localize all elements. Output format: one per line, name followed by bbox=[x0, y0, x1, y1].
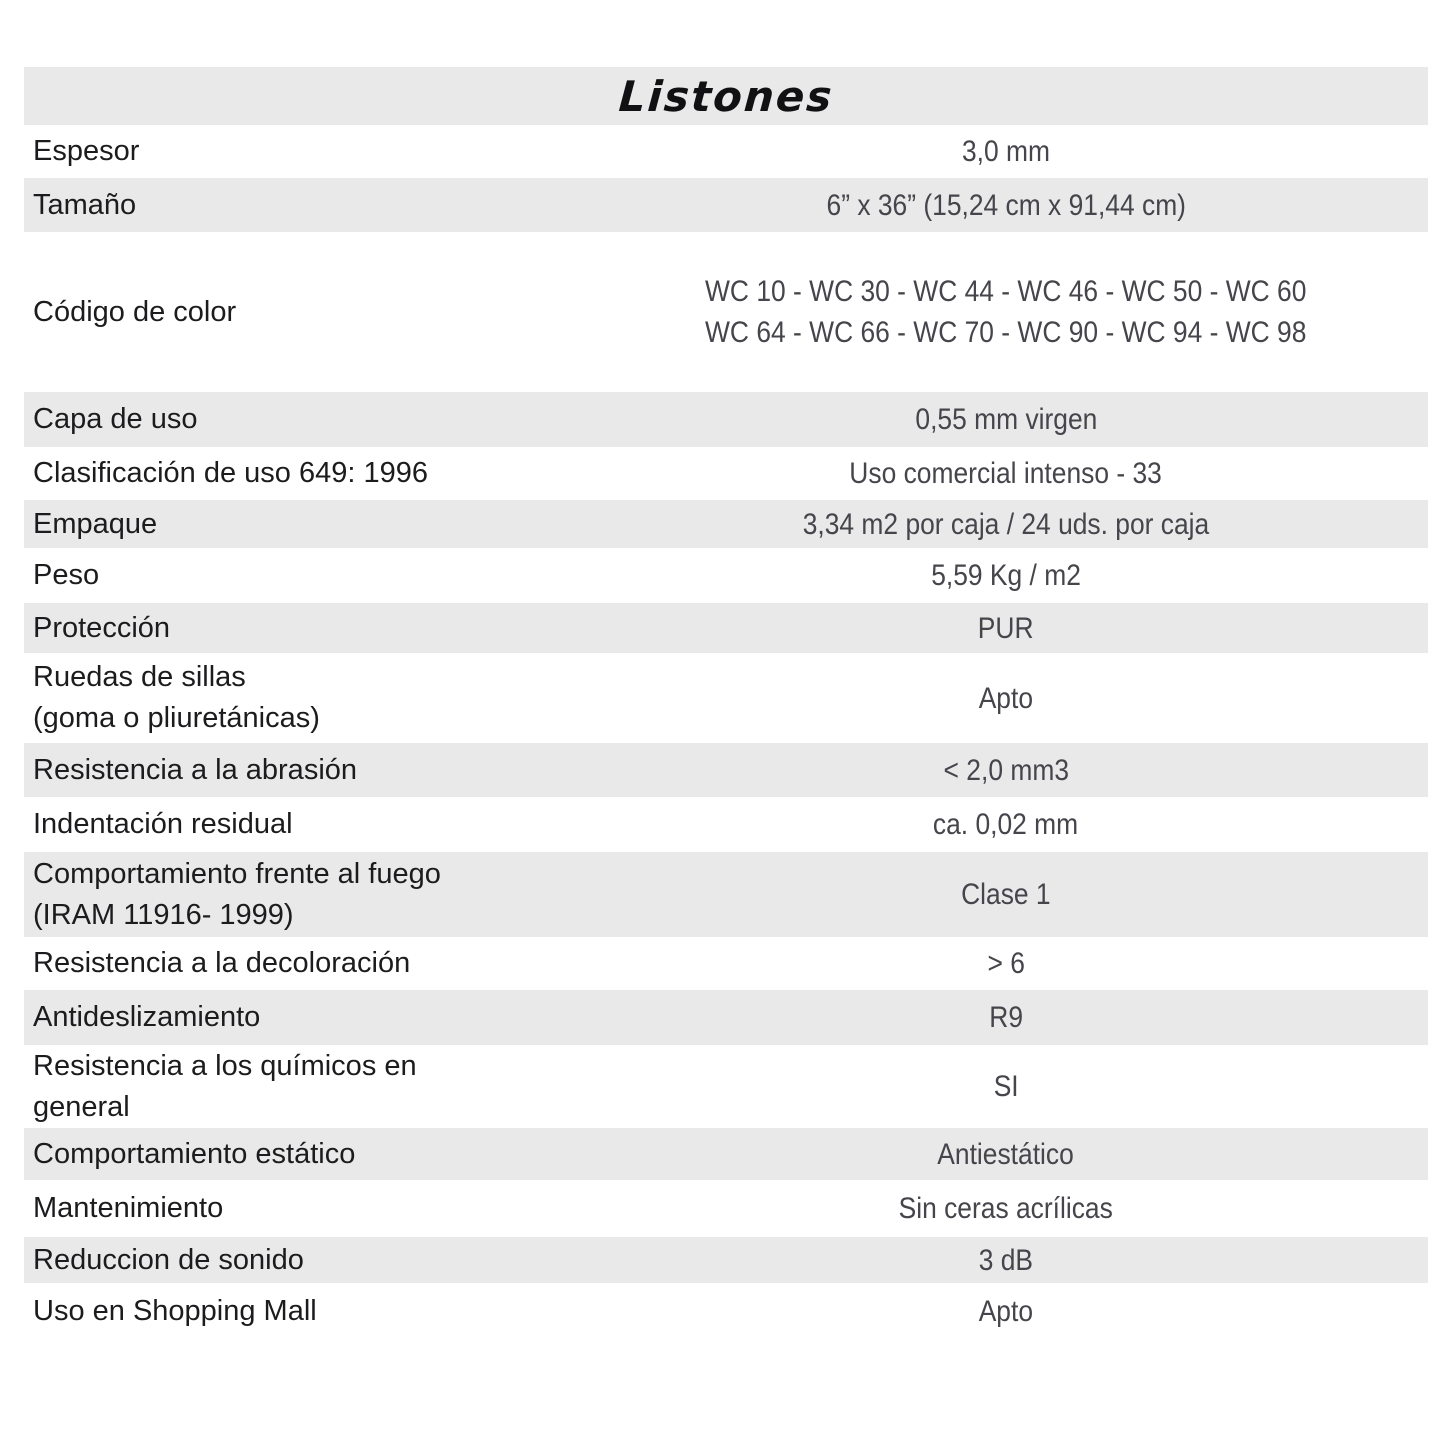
row-clasificacion-de-uso bbox=[24, 447, 1428, 500]
spec-label bbox=[24, 500, 584, 548]
spec-value bbox=[584, 1237, 1428, 1283]
spec-label-text: Ruedas de sillas bbox=[33, 661, 246, 693]
table-title: Listones bbox=[617, 71, 835, 121]
spec-value-text: 3,0 mm bbox=[961, 135, 1051, 168]
spec-value bbox=[584, 797, 1428, 852]
spec-value bbox=[584, 937, 1428, 990]
row-indentacion-residual bbox=[24, 797, 1428, 852]
spec-label-text-2: general bbox=[33, 1090, 130, 1123]
spec-label-text: Resistencia a la abrasión bbox=[33, 753, 358, 786]
row-comportamiento-estatico bbox=[24, 1128, 1428, 1180]
spec-value bbox=[584, 178, 1428, 232]
spec-value-text: Antiestático bbox=[937, 1137, 1075, 1171]
spec-label bbox=[24, 990, 584, 1045]
spec-value-text: Apto bbox=[978, 681, 1034, 715]
spec-value bbox=[584, 125, 1428, 178]
spec-label bbox=[24, 852, 584, 937]
spec-label-text: Protección bbox=[33, 611, 171, 644]
spec-value-text: PUR bbox=[978, 611, 1034, 645]
row-resistencia-decoloracion bbox=[24, 937, 1428, 990]
row-antideslizamiento bbox=[24, 990, 1428, 1045]
spec-label bbox=[24, 178, 584, 232]
spec-value-text: R9 bbox=[989, 1001, 1023, 1034]
spec-value-text: 6” x 36” (15,24 cm x 91,44 cm) bbox=[826, 188, 1186, 222]
row-resistencia-abrasion bbox=[24, 743, 1428, 797]
row-uso-shopping-mall bbox=[24, 1283, 1428, 1340]
spec-value-text: Sin ceras acrílicas bbox=[898, 1192, 1114, 1225]
row-espesor bbox=[24, 125, 1428, 178]
spec-label-text: Mantenimiento bbox=[33, 1192, 224, 1224]
spec-value bbox=[584, 653, 1428, 743]
row-tamano bbox=[24, 178, 1428, 232]
row-capa-de-uso bbox=[24, 392, 1428, 447]
spec-value-text: > 6 bbox=[987, 947, 1025, 980]
spec-label bbox=[24, 392, 584, 447]
spec-label-text: Empaque bbox=[33, 507, 158, 540]
spec-label bbox=[24, 603, 584, 653]
spec-label-text: Tamaño bbox=[33, 188, 137, 221]
spec-label-text: Código de color bbox=[33, 295, 237, 328]
spec-label bbox=[24, 125, 584, 178]
spec-label-text: Capa de uso bbox=[33, 403, 198, 435]
spec-value bbox=[584, 447, 1428, 500]
spec-value-text: Clase 1 bbox=[961, 878, 1051, 911]
spec-value-text: Apto bbox=[978, 1295, 1034, 1328]
spec-value bbox=[584, 1180, 1428, 1237]
row-comportamiento-fuego bbox=[24, 852, 1428, 937]
spec-label bbox=[24, 1283, 584, 1340]
spec-label bbox=[24, 1128, 584, 1180]
spec-value-text: Uso comercial intenso - 33 bbox=[849, 457, 1163, 490]
spec-label-text: Comportamiento frente al fuego bbox=[33, 857, 441, 890]
spec-label bbox=[24, 1045, 584, 1128]
row-proteccion bbox=[24, 603, 1428, 653]
spec-label-text: Antideslizamiento bbox=[33, 1001, 261, 1033]
spec-label-text: Indentación residual bbox=[33, 808, 293, 840]
spec-value bbox=[584, 852, 1428, 937]
spec-label bbox=[24, 1237, 584, 1283]
row-resistencia-quimicos bbox=[24, 1045, 1428, 1128]
spec-label bbox=[24, 1180, 584, 1237]
spec-value-text: 5,59 Kg / m2 bbox=[931, 559, 1081, 592]
spec-value bbox=[584, 990, 1428, 1045]
spec-label-text: Uso en Shopping Mall bbox=[33, 1295, 317, 1327]
spec-label-text: Peso bbox=[33, 559, 100, 591]
spec-value-text: SI bbox=[993, 1070, 1019, 1103]
spec-label bbox=[24, 548, 584, 603]
spec-label-text: Comportamiento estático bbox=[33, 1137, 356, 1170]
spec-label-text: Espesor bbox=[33, 135, 140, 167]
spec-label bbox=[24, 653, 584, 743]
row-peso bbox=[24, 548, 1428, 603]
spec-label bbox=[24, 743, 584, 797]
spec-value bbox=[584, 1128, 1428, 1180]
spec-label bbox=[24, 937, 584, 990]
spec-value-text: 3 dB bbox=[978, 1243, 1034, 1277]
spec-label-text: Reduccion de sonido bbox=[33, 1243, 304, 1276]
row-empaque bbox=[24, 500, 1428, 548]
spec-value-text: < 2,0 mm3 bbox=[943, 753, 1069, 787]
spec-value bbox=[584, 392, 1428, 447]
spec-value bbox=[584, 500, 1428, 548]
spec-value-text: 3,34 m2 por caja / 24 uds. por caja bbox=[802, 507, 1210, 541]
spec-label-text-2: (IRAM 11916- 1999) bbox=[33, 898, 294, 931]
spec-label-text: Clasificación de uso 649: 1996 bbox=[33, 457, 428, 489]
spec-value-text-2: WC 64 - WC 66 - WC 70 - WC 90 - WC 94 - WC 98 bbox=[705, 316, 1307, 349]
spec-value bbox=[584, 1283, 1428, 1340]
spec-label bbox=[24, 797, 584, 852]
spec-value bbox=[584, 603, 1428, 653]
spec-label bbox=[24, 447, 584, 500]
row-codigo-de-color bbox=[24, 232, 1428, 392]
spec-value bbox=[584, 1045, 1428, 1128]
spec-value bbox=[584, 232, 1428, 392]
spec-value-text: ca. 0,02 mm bbox=[933, 808, 1079, 841]
row-ruedas-de-sillas bbox=[24, 653, 1428, 743]
spec-label-text: Resistencia a la decoloración bbox=[33, 947, 411, 979]
spec-table bbox=[24, 67, 1428, 1340]
table-title-bar bbox=[24, 67, 1428, 125]
spec-label bbox=[24, 232, 584, 392]
spec-value bbox=[584, 548, 1428, 603]
spec-value-text: WC 10 - WC 30 - WC 44 - WC 46 - WC 50 - WC 60 bbox=[705, 275, 1307, 308]
spec-value bbox=[584, 743, 1428, 797]
row-mantenimiento bbox=[24, 1180, 1428, 1237]
spec-value-text: 0,55 mm virgen bbox=[915, 403, 1097, 436]
spec-label-text: Resistencia a los químicos en bbox=[33, 1049, 417, 1082]
row-reduccion-de-sonido bbox=[24, 1237, 1428, 1283]
spec-label-text-2: (goma o pliuretánicas) bbox=[33, 702, 320, 734]
